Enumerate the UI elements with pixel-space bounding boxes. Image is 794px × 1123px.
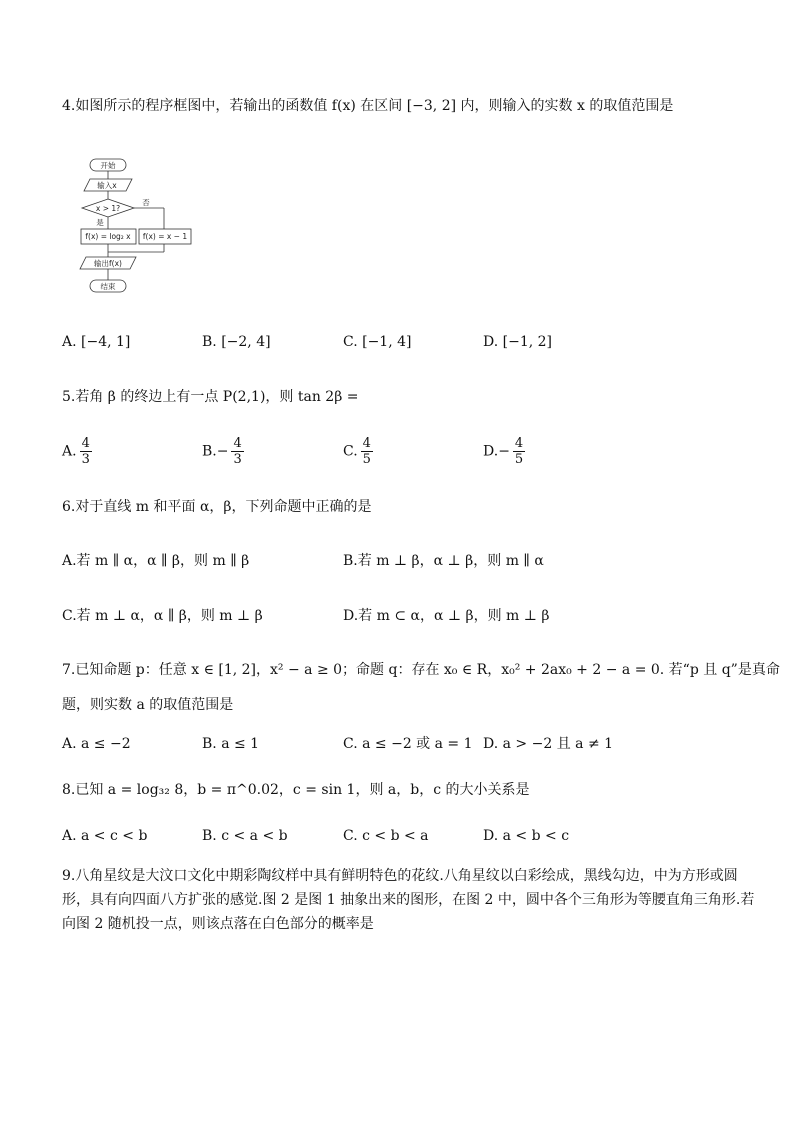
q4-option-d: D. [−1, 2] (483, 334, 552, 350)
q8-option-c: C. c < b < a (343, 828, 429, 844)
q6-option-d: D.若 m ⊂ α，α ⊥ β，则 m ⊥ β (343, 608, 550, 624)
flowchart-start-label: 开始 (100, 161, 116, 170)
q5-option-b: B.− $\frac{4}{3}$ (202, 436, 242, 467)
flowchart-input-label: 输入x (97, 181, 117, 190)
q4-option-a: A. [−4, 1] (62, 334, 131, 350)
flowchart (76, 156, 196, 301)
question-8-text: 8.已知 a = log₃₂ 8，b = π^0.02，c = sin 1，则 a，b，c 的大小关系是 (62, 782, 530, 798)
question-9-text: 9.八角星纹是大汶口文化中期彩陶纹样中具有鲜明特色的花纹.八角星纹以白彩绘成，黑线勾边，中为方形或圆形，具有向四面八方扩张的感觉.图 2 是图 1 抽象出来的图形，在图 2 中，圆中各个三角形为等腰直角三角形.若向图 2 随机投一点，则该点落在白色部分的概率是 (62, 868, 755, 932)
flowchart-condition-label: x > 1? (95, 204, 121, 213)
q5-option-a-fraction: $\frac{4}{3}$ (81, 436, 90, 467)
q5-option-d: D.− $\frac{4}{5}$ (483, 436, 524, 467)
question-7-text-line1: 7.已知命题 p：任意 x ∈ [1, 2]，x² − a ≥ 0；命题 q：存在 x₀ ∈ R，x₀² + 2ax₀ + 2 − a = 0. 若“p 且 q”是真命 (62, 662, 780, 678)
q5-option-b-label: B. (202, 443, 217, 460)
question-6-text: 6.对于直线 m 和平面 α，β，下列命题中正确的是 (62, 499, 372, 515)
flowchart-no-label: 否 (142, 198, 150, 207)
q4-option-b: B. [−2, 4] (202, 334, 271, 350)
question-5-text: 5.若角 β 的终边上有一点 P(2,1)，则 tan 2β = (62, 389, 359, 405)
q8-option-b: B. c < a < b (202, 828, 288, 844)
flowchart-output-label: 输出f(x) (94, 259, 122, 268)
q5-option-c-label: C. (343, 443, 358, 460)
q6-option-a: A.若 m ∥ α，α ∥ β，则 m ∥ β (62, 553, 250, 569)
q7-option-a: A. a ≤ −2 (62, 736, 131, 752)
q5-option-d-fraction: $\frac{4}{5}$ (514, 436, 524, 467)
q5-option-a (62, 436, 92, 467)
q8-option-d: D. a < b < c (483, 828, 570, 844)
q5-option-c-fraction: $\frac{4}{5}$ (362, 436, 371, 467)
q8-option-a: A. a < c < b (62, 828, 148, 844)
q7-option-d: D. a > −2 且 a ≠ 1 (483, 736, 614, 752)
flowchart-yes-branch-label: f(x) = log₂ x (85, 232, 131, 241)
q5-option-d-label: D. (483, 443, 499, 460)
q5-option-b-fraction: $\frac{4}{3}$ (233, 436, 242, 467)
q5-option-a-label: A. (62, 443, 77, 460)
flowchart-no-branch-label: f(x) = x − 1 (142, 232, 188, 241)
question-4-text: 4.如图所示的程序框图中，若输出的函数值 f(x) 在区间 [−3, 2] 内，则输入的实数 x 的取值范围是 (62, 98, 674, 114)
q6-option-b: B.若 m ⊥ β，α ⊥ β，则 m ∥ α (343, 553, 544, 569)
flowchart-yes-label: 是 (96, 218, 104, 227)
q7-option-c: C. a ≤ −2 或 a = 1 (343, 736, 473, 752)
q6-option-c: C.若 m ⊥ α，α ∥ β，则 m ⊥ β (62, 608, 263, 624)
flowchart-end-label: 结束 (100, 282, 116, 291)
q7-option-b: B. a ≤ 1 (202, 736, 260, 752)
question-7-text-line2: 题，则实数 a 的取值范围是 (62, 697, 234, 713)
q4-option-c: C. [−1, 4] (343, 334, 412, 350)
q5-option-c (343, 436, 373, 467)
